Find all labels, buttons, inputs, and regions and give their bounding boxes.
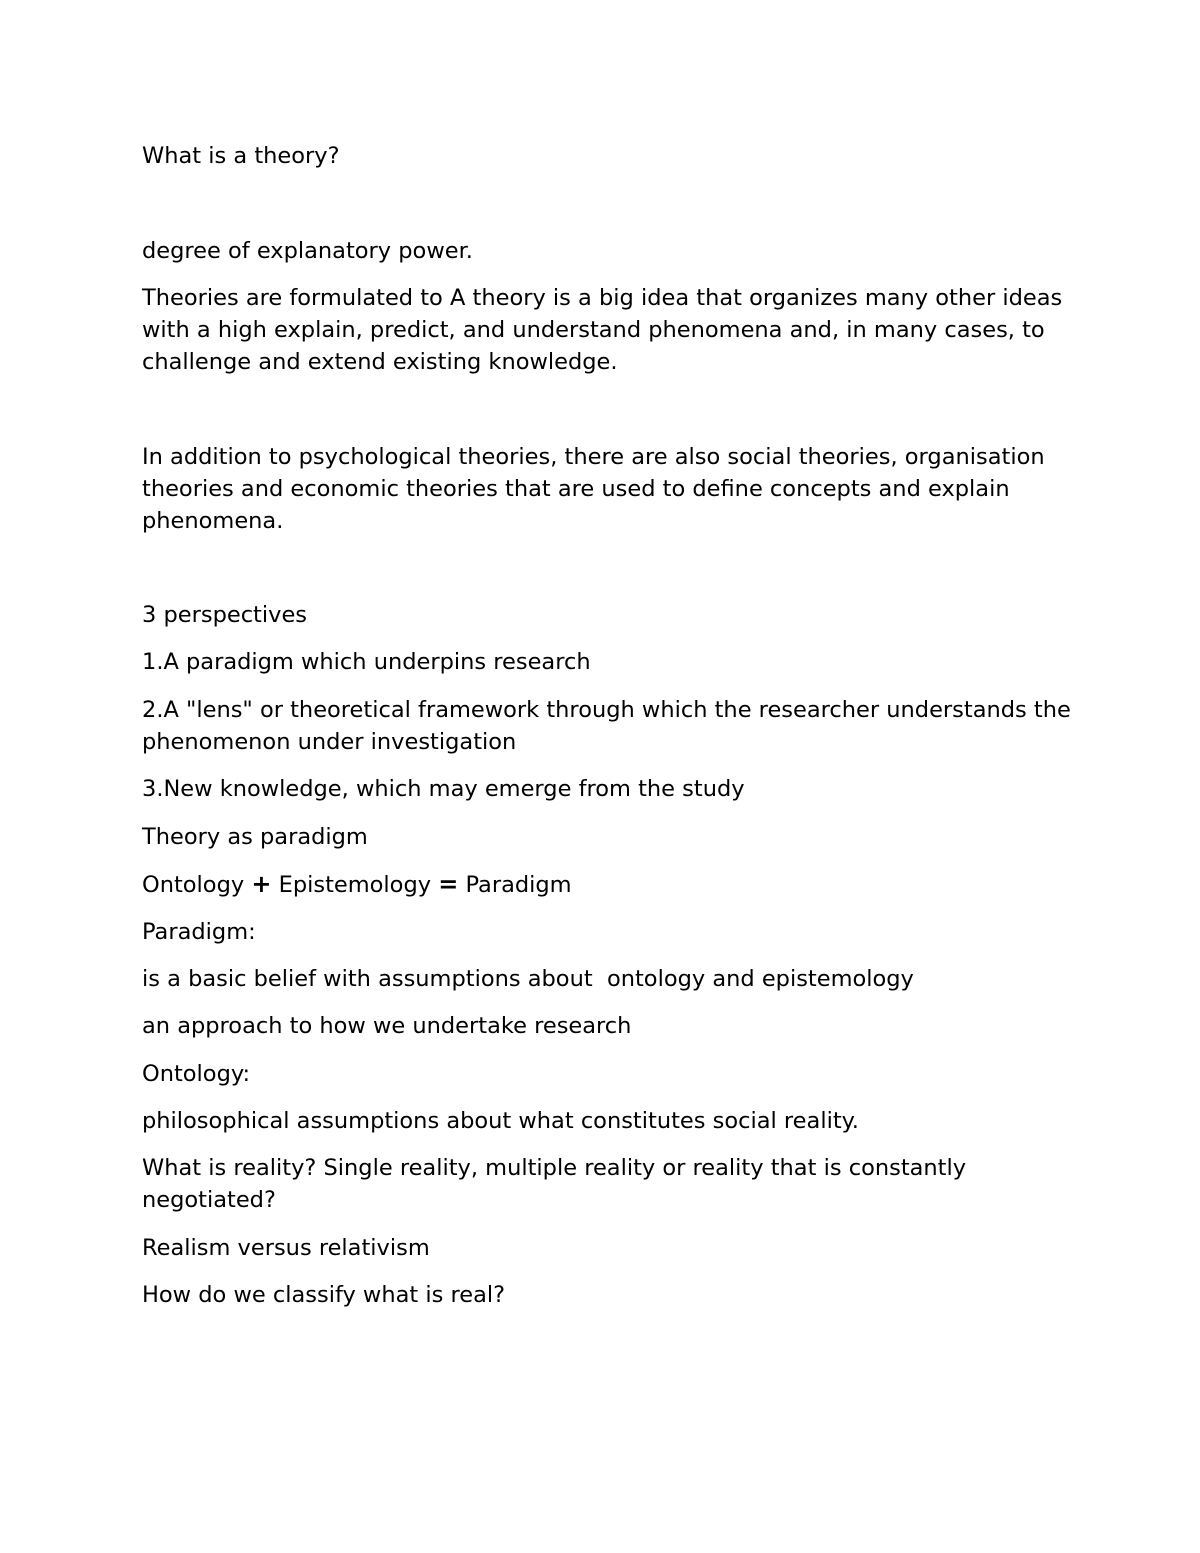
ontology-definition: philosophical assumptions about what constitutes social reality. (142, 1108, 859, 1134)
equation-term-epistemology: Epistemology (278, 872, 432, 898)
classify-question: How do we classify what is real? (142, 1282, 506, 1308)
paragraph-theories: Theories are formulated to A theory is a big idea that organizes many other ideas with a high explain, predict, and understand phenomena and, in many cases, to challenge and extend existing knowledge. (142, 285, 1063, 375)
realism-versus-relativism: Realism versus relativism (142, 1235, 430, 1261)
heading-what-is-theory: What is a theory? (142, 143, 340, 169)
paradigm-equation (142, 868, 1102, 901)
perspectives-heading: 3 perspectives (142, 602, 308, 628)
ontology-label: Ontology: (142, 1061, 251, 1087)
theory-as-paradigm: Theory as paradigm (142, 824, 368, 850)
equals-symbol: = (438, 870, 459, 898)
paragraph-addition: In addition to psychological theories, there are also social theories, organisation theories and economic theories that are used to define concepts and explain phenomena. (142, 444, 1045, 534)
perspective-item-2: 2.A "lens" or theoretical framework through which the researcher understands the phenomenon under investigation (142, 697, 1071, 755)
perspective-item-1: 1.A paradigm which underpins research (142, 649, 591, 675)
reality-question: What is reality? Single reality, multiple reality or reality that is constantly negotiated? (142, 1155, 967, 1213)
plus-symbol: + (251, 870, 272, 898)
paradigm-definition-belief: is a basic belief with assumptions about ontology and epistemology (142, 966, 914, 992)
paradigm-definition-approach: an approach to how we undertake research (142, 1013, 632, 1039)
equation-term-ontology: Ontology (142, 872, 245, 898)
paradigm-label: Paradigm: (142, 919, 256, 945)
perspective-item-3: 3.New knowledge, which may emerge from the study (142, 776, 745, 802)
paragraph-degree: degree of explanatory power. (142, 238, 473, 264)
equation-result-paradigm: Paradigm (465, 872, 572, 898)
